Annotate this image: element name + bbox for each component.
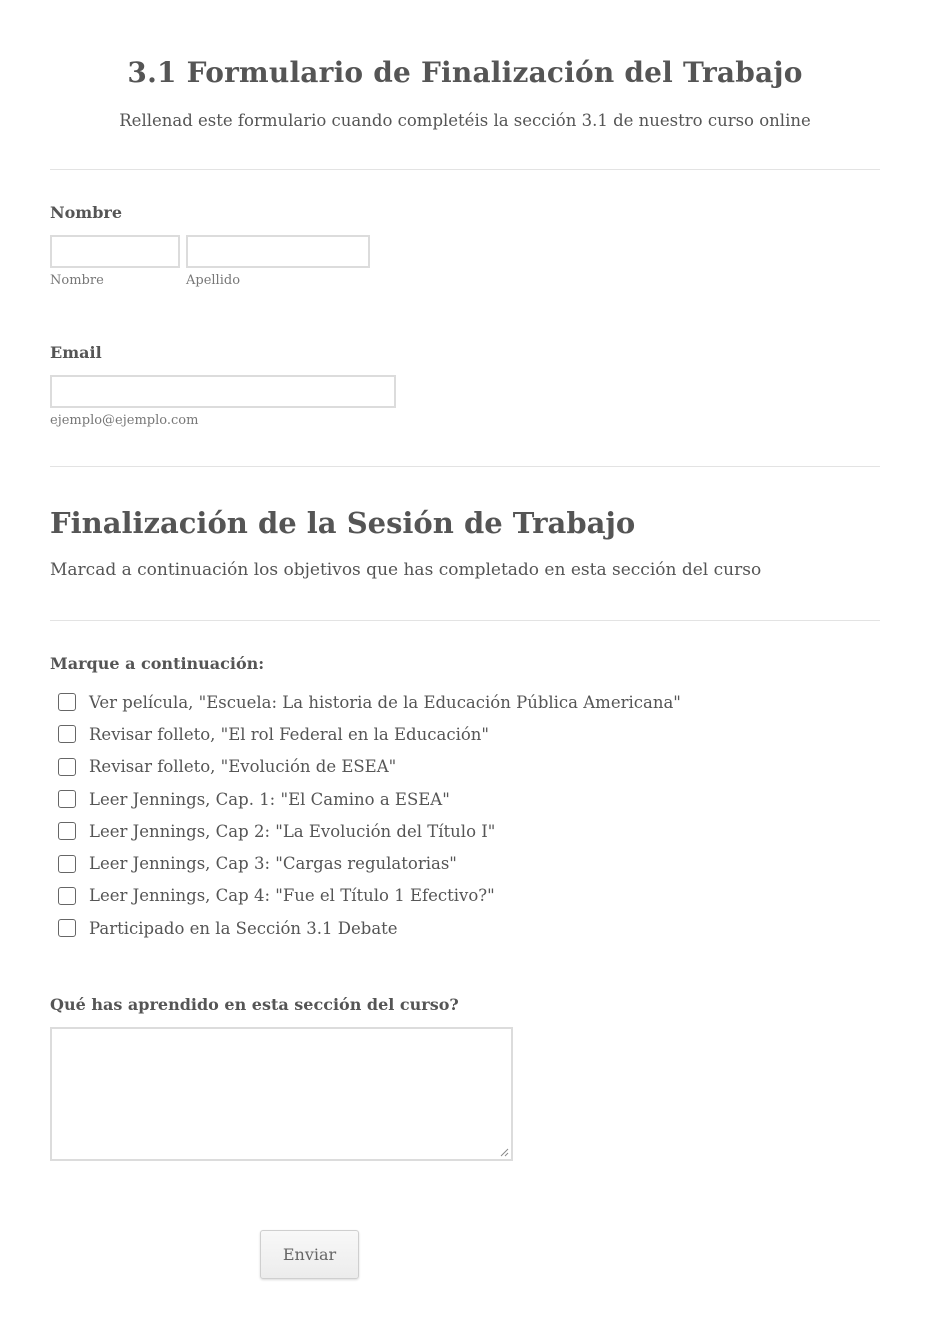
learned-textarea[interactable]	[50, 1027, 513, 1161]
divider	[50, 169, 880, 170]
checkbox[interactable]	[58, 822, 76, 840]
checkbox[interactable]	[58, 855, 76, 873]
resize-grip-icon[interactable]	[499, 1147, 509, 1157]
divider	[50, 620, 880, 621]
checklist-item-label: Leer Jennings, Cap 3: "Cargas regulatorias"	[89, 854, 457, 874]
checklist-item-label: Ver película, "Escuela: La historia de la Educación Pública Americana"	[89, 692, 681, 712]
form-subtitle: Rellenad este formulario cuando completéis la sección 3.1 de nuestro curso online	[119, 111, 811, 130]
submit-button[interactable]: Enviar	[260, 1230, 359, 1279]
learned-label: Qué has aprendido en esta sección del curso?	[50, 995, 459, 1014]
checkbox[interactable]	[58, 725, 76, 743]
checklist-item[interactable]	[58, 880, 681, 912]
first-name-sublabel: Nombre	[50, 273, 104, 288]
last-name-sublabel: Apellido	[186, 273, 241, 288]
checklist-item-label: Revisar folleto, "El rol Federal en la Educación"	[89, 724, 489, 744]
email-label: Email	[50, 343, 102, 362]
checklist-label: Marque a continuación:	[50, 654, 265, 673]
checklist-item-label: Revisar folleto, "Evolución de ESEA"	[89, 757, 397, 777]
checklist	[58, 686, 681, 944]
divider	[50, 466, 880, 467]
section-description: Marcad a continuación los objetivos que has completado en esta sección del curso	[50, 560, 762, 580]
checkbox[interactable]	[58, 887, 76, 905]
form-title: 3.1 Formulario de Finalización del Trabajo	[127, 56, 803, 89]
checklist-item-label: Leer Jennings, Cap 2: "La Evolución del Título I"	[89, 821, 496, 841]
checklist-item-label: Participado en la Sección 3.1 Debate	[89, 918, 398, 938]
checklist-item[interactable]	[58, 751, 681, 783]
section-title: Finalización de la Sesión de Trabajo	[50, 506, 636, 540]
first-name-input[interactable]	[50, 235, 180, 268]
last-name-input[interactable]	[186, 235, 370, 268]
checkbox[interactable]	[58, 693, 76, 711]
checklist-item[interactable]	[58, 718, 681, 750]
email-sublabel: ejemplo@ejemplo.com	[50, 413, 199, 428]
name-label: Nombre	[50, 203, 123, 222]
checklist-item[interactable]	[58, 847, 681, 879]
checklist-item[interactable]	[58, 686, 681, 718]
checkbox[interactable]	[58, 790, 76, 808]
checkbox[interactable]	[58, 758, 76, 776]
checklist-item-label: Leer Jennings, Cap 4: "Fue el Título 1 Efectivo?"	[89, 886, 495, 906]
form-header	[50, 56, 880, 130]
checklist-item[interactable]	[58, 815, 681, 847]
checkbox[interactable]	[58, 919, 76, 937]
checklist-item[interactable]	[58, 783, 681, 815]
checklist-item-label: Leer Jennings, Cap. 1: "El Camino a ESEA"	[89, 789, 450, 809]
checklist-item[interactable]	[58, 912, 681, 944]
email-input[interactable]	[50, 375, 396, 408]
